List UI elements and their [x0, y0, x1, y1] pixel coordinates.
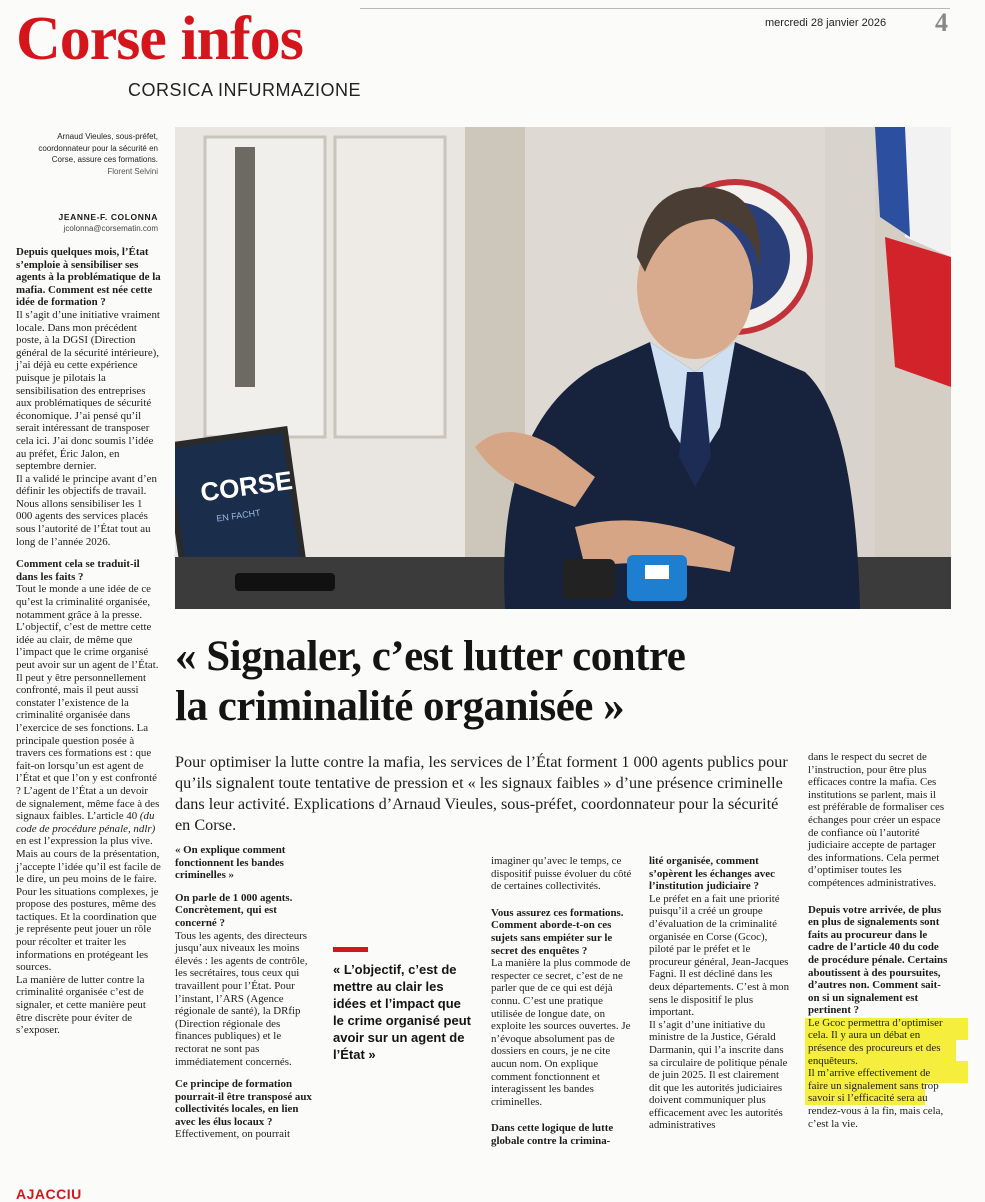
- answer-text: Il peut y être personnellement confronté, mais il peut aussi constater l’existence de la criminalité organisée dans l’exercice de ses fonctions. La principale question posée à travers ces formations est : que fait-on lorsqu’un est agent de l’État et que l’on y est confronté ? L’agent de l’État a un devoir de signalement, même face à des signaux faibles. L’article 40: [16, 671, 160, 823]
- pullquote: « L’objectif, c’est de mettre au clair les idées et l’impact que le crime organisé peut avoir sur un agent de l’État »: [333, 962, 471, 1062]
- highlighted-paragraph: Il m’arrive effectivement de faire un signalement sans trop savoir si l’efficacité sera au rendez-vous à la fin, mais cela, c’est la vie.: [808, 1067, 944, 1130]
- header-rule: [360, 8, 950, 9]
- answer-paragraph: Le Gcoc permettra d’optimiser cela. Il y aura un débat en présence des procureurs et des enquêteurs.: [808, 1016, 943, 1067]
- question: Depuis quelques mois, l’État s’emploie à sensibiliser ses agents à la problématique de la mafia. Comment est née cette idée de formation ?: [16, 246, 161, 309]
- pullquote-accent-bar: [333, 947, 368, 952]
- photo-illustration: [175, 127, 951, 609]
- answer-paragraph: [16, 672, 161, 974]
- question: Comment cela se traduit-il dans les faits ?: [16, 558, 140, 583]
- answer-text: en est l’expression la plus vive. Mais au cours de la présentation, j’accepte l’idée qu’il est facile de le dire, un peu moins de le faire. Pour les situations complexes, je propose des postures, même des tactiques. Et la coordination que je représente peut jouer un rôle pour récolter et traiter les informations en protégeant les sources.: [16, 835, 161, 974]
- photo-credit: Florent Selvini: [107, 166, 158, 176]
- answer-paragraph: imaginer qu’avec le temps, ce dispositif puisse évoluer du côté de certaines collectivités.: [491, 855, 632, 893]
- masthead-title: Corse infos: [16, 5, 303, 73]
- headline-line: « Signaler, c’est lutter contre: [175, 633, 686, 680]
- article-column-4: [649, 855, 790, 1132]
- screen-logo-subtext: EN FACHT: [215, 507, 262, 524]
- article-column-1: [16, 246, 161, 1037]
- article-headline: [175, 632, 875, 732]
- article-column-2: [175, 844, 317, 1141]
- byline: [16, 211, 158, 234]
- answer-paragraph: La manière la plus commode de respecter ce secret, c’est de ne parler que de ce qui est déjà connu. C’est une pratique utilisée de longue date, on exploite les sources ouvertes. Je n’évoque absolument pas de dossiers en cours, je ne cite aucun nom. On explique comment fonctionnent et interagissent les bandes criminelles.: [491, 957, 631, 1108]
- section-subhead: « On explique comment fonctionnent les bandes criminelles »: [175, 844, 286, 882]
- answer-paragraph: La manière de lutter contre la criminalité organisée c’est de signaler, et cette manière peut être discrète pour éviter de s’exposer.: [16, 973, 146, 1037]
- editor-note: (du code de procédure pénale, ndlr): [16, 810, 156, 835]
- issue-date: mercredi 28 janvier 2026: [765, 17, 887, 29]
- answer-paragraph: Tous les agents, des directeurs jusqu’aux niveaux les moins élevés : les agents de contrôle, les secrétaires, tous ceux qui travaillent pour l’État. Pour l’instant, l’ARS (Agence régionale de santé), la DRfip (Direction régionale des finances publiques) et le rectorat ne sont pas immédiatement concernés.: [175, 929, 308, 1068]
- article-intro: Pour optimiser la lutte contre la mafia, les services de l’État forment 1 000 agents publics pour qu’ils signalent toute tentative de pression et « les signaux faibles » d’une présence criminelle dans leur activité. Explications d’Arnaud Vieules, sous-préfet, coordonnateur pour la sécurité en Corse.: [175, 753, 788, 834]
- answer-paragraph: dans le respect du secret de l’instruction, pour être plus efficaces contre la mafia. Ces institutions se parlent, mais il est préférable de formaliser ces échanges pour créer un espace de confiance où l’autorité judiciaire accepte de partager des informations. Cela permet d’optimiser toutes les compétences administratives.: [808, 751, 945, 889]
- caption-text: Arnaud Vieules, sous-préfet, coordonnateur pour la sécurité en Corse, assure ces formations.: [38, 132, 158, 164]
- question: On parle de 1 000 agents. Concrètement, qui est concerné ?: [175, 891, 293, 929]
- masthead-subtitle: CORSICA INFURMAZIONE: [128, 80, 362, 100]
- headline-line: la criminalité organisée »: [175, 683, 625, 730]
- photo-caption: [16, 131, 158, 177]
- question: Depuis votre arrivée, de plus en plus de signalements sont faits au procureur dans le cadre de l’article 40 du code de procédure pénale. Certains aboutissent à des poursuites, d’autres non. Comment sait-on si un signalement est pertinent ?: [808, 903, 948, 1017]
- page-number: 4: [935, 8, 948, 37]
- author-name: JEANNE-F. COLONNA: [58, 212, 158, 222]
- author-email[interactable]: jcolonna@corsematin.com: [63, 224, 158, 233]
- question: Vous assurez ces formations. Comment aborde-t-on ces sujets sans empiéter sur le secret des enquêtes ?: [491, 906, 624, 957]
- answer-paragraph: Effectivement, on pourrait: [175, 1128, 291, 1141]
- question: Ce principe de formation pourrait-il être transposé aux collectivités locales, en lien avec les élus locaux ?: [175, 1078, 312, 1128]
- screen-logo-text: CORSE: [198, 464, 295, 508]
- footer-section-label: AJACCIU: [16, 1186, 82, 1202]
- answer-paragraph: Il a validé le principe avant d’en définir les objectifs de travail. Nous allons sensibiliser les 1 000 agents des services placés sous l’autorité de l’État tout au long de l’année 2026.: [16, 472, 157, 548]
- question: lité organisée, comment s’opèrent les échanges avec l’institution judiciaire ?: [649, 855, 775, 893]
- answer-paragraph: Tout le monde a une idée de ce qu’est la criminalité organisée, notamment grâce à la presse. L’objectif, c’est de mettre cette idée au clair, de même que l’impact que le crime organisé peut avoir sur un agent de l’État.: [16, 583, 159, 671]
- article-photo: [175, 127, 951, 609]
- article-column-3: [491, 855, 634, 1147]
- answer-paragraph: Il s’agit d’une initiative vraiment locale. Dans mon précédent poste, à la DGSI (Direction général de la sécurité intérieure), j’ai déjà eu cette expérience puisque je pilotais la sensibilisation des entreprises aux problématiques de sécurité économique. J’ai pensé qu’il serait intéressant de transposer cela ici. J’ai donc soumis l’idée au préfet, Éric Jalon, en septembre dernier.: [16, 308, 160, 473]
- answer-paragraph: Il s’agit d’une initiative du ministre de la Justice, Gérald Darmanin, qui l’a inscrite dans sa circulaire de politique pénale de juin 2025. Il est clairement dit que les autorités judiciaires doivent communiquer plus efficacement avec les autorités administratives: [649, 1018, 788, 1132]
- question: Dans cette logique de lutte globale contre la crimina-: [491, 1122, 614, 1147]
- answer-paragraph: Le préfet en a fait une priorité puisqu’il a créé un groupe d’évaluation de la criminalité organisée en Corse (Gcoc), piloté par le préfet et le procureur général, Jean-Jacques Fagni. Il est décliné dans les deux départements. C’est à mon sens le dispositif le plus important.: [649, 892, 790, 1019]
- article-column-5: [808, 751, 950, 1130]
